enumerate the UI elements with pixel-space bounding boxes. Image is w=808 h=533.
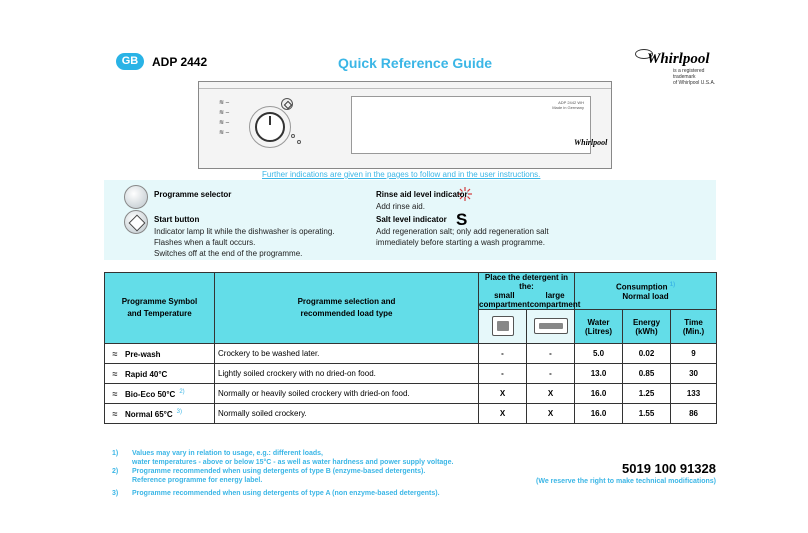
programme-selector-heading: Programme selector: [154, 190, 232, 199]
energy-value: 1.55: [623, 404, 671, 424]
brand-logo: [635, 47, 725, 86]
panel-programme-symbols: ≋ – ≋ – ≋ – ≋ –: [219, 100, 230, 136]
water-value: 13.0: [575, 364, 623, 384]
rinse-aid-description: Add rinse aid.: [376, 202, 425, 211]
language-badge: GB: [116, 53, 144, 70]
rinse-aid-heading: Rinse aid level indicator: [376, 190, 468, 199]
salt-heading: Salt level indicator: [376, 215, 447, 224]
load-type-cell: Lightly soiled crockery with no dried-on food.: [215, 364, 479, 384]
large-compartment-icon: [534, 318, 568, 334]
header-time: Time (Min.): [671, 310, 717, 344]
header-water: Water (Litres): [575, 310, 623, 344]
load-type-cell: Normally soiled crockery.: [215, 404, 479, 424]
panel-indicator-led-icon: [297, 140, 301, 144]
time-value: 133: [671, 384, 717, 404]
large-compartment-value: -: [527, 344, 575, 364]
control-panel-illustration: [198, 81, 612, 169]
table-row: [105, 344, 717, 364]
header-programme-selection: Programme selection and recommended load type: [215, 273, 479, 344]
load-type-cell: Crockery to be washed later.: [215, 344, 479, 364]
indicator-legend: [104, 180, 716, 260]
header-consumption: Consumption $^{1)}$ Normal load: [575, 273, 717, 310]
salt-indicator-icon: S: [456, 210, 468, 229]
footnote-2: 2) Programme recommended when using detergents of type B (enzyme-based detergents). Reference programme for energy label.: [112, 468, 426, 484]
start-button-icon: [124, 210, 148, 234]
programme-selector-knob[interactable]: [255, 112, 285, 142]
table-row: [105, 384, 717, 404]
small-compartment-value: X: [479, 404, 527, 424]
programme-table: [104, 272, 717, 424]
panel-brand: Whirlpool: [574, 138, 608, 147]
brand-name: Whirlpool: [647, 51, 710, 67]
reserve-notice: (We reserve the right to make technical modifications): [536, 478, 716, 485]
energy-value: 0.02: [623, 344, 671, 364]
large-compartment-value: -: [527, 364, 575, 384]
panel-window-label: ADP 2442 WH Made in Germany: [552, 100, 584, 110]
footnote-3: 3) Programme recommended when using detergents of type A (non enzyme-based detergents).: [112, 490, 440, 497]
header-programme-symbol: Programme Symbol and Temperature: [105, 273, 215, 344]
table-row: [105, 404, 717, 424]
time-value: 86: [671, 404, 717, 424]
panel-indicator-led-icon: [291, 134, 295, 138]
small-compartment-value: -: [479, 364, 527, 384]
load-type-cell: Normally or heavily soiled crockery with dried-on food.: [215, 384, 479, 404]
large-compartment-cell: [527, 310, 575, 344]
table-row: [105, 364, 717, 384]
water-value: 5.0: [575, 344, 623, 364]
time-value: 30: [671, 364, 717, 384]
panel-edge-line: [199, 88, 611, 89]
large-compartment-value: X: [527, 384, 575, 404]
programme-selector-icon: [124, 185, 148, 209]
start-button-heading: Start button: [154, 215, 200, 224]
large-compartment-value: X: [527, 404, 575, 424]
further-indications-link[interactable]: Further indications are given in the pages to follow and in the user instructions.: [262, 170, 541, 179]
document-title: Quick Reference Guide: [338, 55, 493, 71]
energy-value: 0.85: [623, 364, 671, 384]
water-value: 16.0: [575, 404, 623, 424]
knob-marker: [269, 116, 271, 125]
header-detergent: Place the detergent in the: small compartment large compartment: [479, 273, 581, 309]
start-button-description: Indicator lamp lit while the dishwasher is operating. Flashes when a fault occurs. Switches off at the end of the programme.: [154, 227, 335, 258]
prewash-icon: ≈: [112, 348, 118, 359]
normal-icon: ≈: [112, 408, 118, 419]
document-code: 5019 100 91328: [622, 461, 716, 476]
brand-trademark-note: is a registered trademark of Whirlpool U.S.A.: [673, 68, 716, 86]
small-compartment-value: -: [479, 344, 527, 364]
salt-description: Add regeneration salt; only add regeneration salt immediately before starting a wash programme.: [376, 227, 549, 247]
rapid-icon: ≈: [112, 368, 118, 379]
footnotes: [112, 449, 532, 498]
energy-value: 1.25: [623, 384, 671, 404]
small-compartment-icon: [492, 316, 514, 336]
time-value: 9: [671, 344, 717, 364]
water-value: 16.0: [575, 384, 623, 404]
panel-display-window: [351, 96, 591, 154]
footnote-1: 1) Values may vary in relation to usage, e.g.: different loads, water temperatures - above or below 15°C - as well as water hardness and power supply voltage.: [112, 450, 454, 466]
programme-symbol-cell: ≈ Normal 65°C $^{3)}$: [105, 404, 215, 424]
programme-symbol-cell: ≈ Pre-wash: [105, 344, 215, 364]
programme-symbol-cell: ≈ Bio-Eco 50°C $^{2)}$: [105, 384, 215, 404]
model-number: ADP 2442: [152, 55, 208, 69]
bio-eco-icon: ≈: [112, 388, 118, 399]
header-energy: Energy (kWh): [623, 310, 671, 344]
programme-symbol-cell: ≈ Rapid 40°C: [105, 364, 215, 384]
small-compartment-value: X: [479, 384, 527, 404]
small-compartment-cell: [479, 310, 527, 344]
panel-start-button-icon[interactable]: [281, 98, 293, 110]
